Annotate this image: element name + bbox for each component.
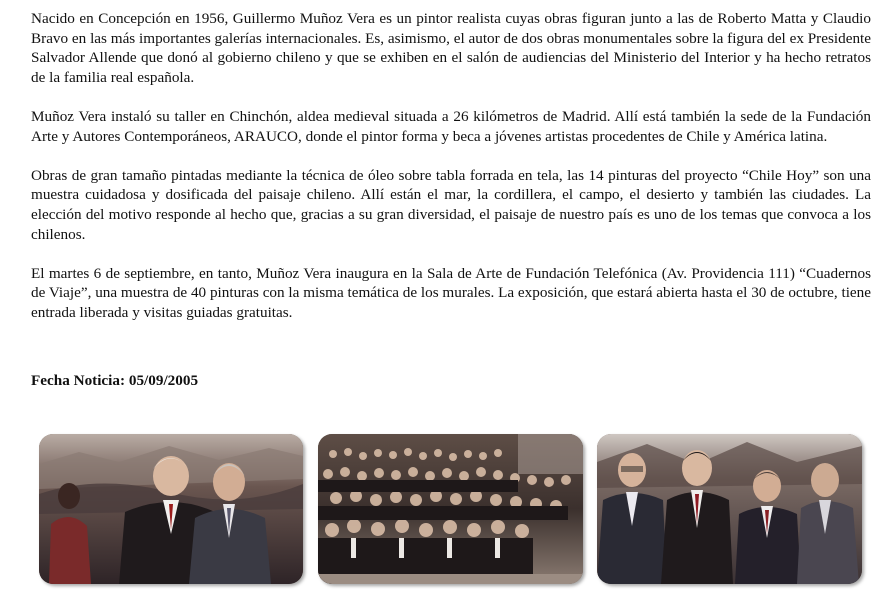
photo-crowd: [318, 434, 583, 584]
photo-two-men: [39, 434, 303, 584]
article-paragraph-2: Muñoz Vera instaló su taller en Chinchón, aldea medieval situada a 26 kilómetros de Madrid. Allí está también la sede de la Fundación Arte y Autores Contemporáneos, ARAUCO, donde el pintor forma y beca a jóvenes artistas procedentes de Chile y América latina.: [31, 107, 871, 145]
article-paragraph-3: Obras de gran tamaño pintadas mediante la técnica de óleo sobre tabla forrada en tela, las 14 pinturas del proyecto “Chile Hoy” son una muestra cuidadosa y dosificada del paisaje chileno. Allí están el mar, la cordillera, el campo, el desierto y también las ciudades. La elección del motivo responde al hecho que, gracias a su gran diversidad, el paisaje de nuestro país es uno de los temas que convoca a los chilenos.: [31, 166, 871, 243]
news-date-label: Fecha Noticia:: [31, 372, 126, 389]
article-paragraph-4: El martes 6 de septiembre, en tanto, Muñoz Vera inaugura en la Sala de Arte de Fundación Telefónica (Av. Providencia 111) “Cuadernos de Viaje”, una muestra de 40 pinturas con la misma temática de los murales. La exposición, que estará abierta hasta el 30 de octubre, tiene entrada liberada y visitas guiadas gratuitas.: [31, 264, 871, 321]
article-body: [31, 9, 871, 342]
photo-four-men-image: [597, 434, 862, 584]
news-date: [31, 371, 198, 390]
photo-crowd-image: [318, 434, 583, 584]
photo-four-men: [597, 434, 862, 584]
photo-two-men-image: [39, 434, 303, 584]
article-paragraph-1: Nacido en Concepción en 1956, Guillermo Muñoz Vera es un pintor realista cuyas obras figuran junto a las de Roberto Matta y Claudio Bravo en las más importantes galerías internacionales. Es, asimismo, el autor de dos obras monumentales sobre la figura del ex Presidente Salvador Allende que donó al gobierno chileno y que se exhiben en el salón de audiencias del Ministerio del Interior y ha hecho retratos de la familia real española.: [31, 10, 871, 86]
news-date-value: 05/09/2005: [128, 372, 199, 389]
